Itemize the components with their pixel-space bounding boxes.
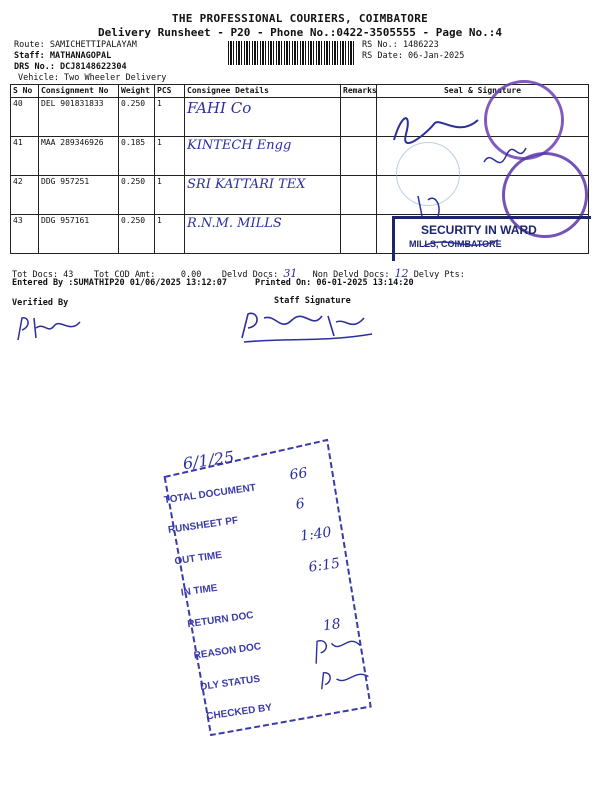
col-sno: S No <box>11 85 39 98</box>
row-pcs: 1 <box>155 215 185 254</box>
entered-by: Entered By :SUMATHIP20 01/06/2025 13:12:07 <box>12 278 227 288</box>
row-pcs: 1 <box>155 98 185 137</box>
col-consignment-no: Consignment No <box>39 85 119 98</box>
row-remarks <box>341 98 377 137</box>
col-seal-signature: Seal & Signature <box>377 85 589 98</box>
barcode <box>228 41 356 65</box>
row-weight: 0.185 <box>119 137 155 176</box>
rs-number: RS No.: 1486223 <box>362 40 439 50</box>
delvd-docs-label: Delvd Docs: <box>221 270 279 280</box>
row-pcs: 1 <box>155 137 185 176</box>
row-weight: 0.250 <box>119 215 155 254</box>
verified-by-label: Verified By <box>12 298 69 308</box>
row-weight: 0.250 <box>119 176 155 215</box>
row-pcs: 1 <box>155 176 185 215</box>
row-consignee: SRI KATTARI TEX <box>185 176 341 215</box>
sheet-subtitle: Delivery Runsheet - P20 - Phone No.:0422-3505555 - Page No.:4 <box>98 26 502 39</box>
non-delvd-value: 12 <box>394 267 409 280</box>
row-remarks <box>341 215 377 254</box>
runsheet-stamp <box>150 418 380 742</box>
sheet-title: THE PROFESSIONAL COURIERS, COIMBATORE <box>171 12 429 25</box>
col-weight: Weight <box>119 85 155 98</box>
verified-signature <box>14 312 94 346</box>
staff-name: MATHANAGOPAL <box>49 51 112 61</box>
row-consignee: KINTECH Engg <box>185 137 341 176</box>
rs-date: RS Date: 06-Jan-2025 <box>362 51 465 61</box>
tot-cod-label: Tot COD Amt: <box>93 270 156 280</box>
row-remarks <box>341 176 377 215</box>
stamp-value-reason: 18 <box>321 615 342 635</box>
non-delvd-label: Non Delvd Docs: <box>312 270 390 280</box>
staff-signature-label: Staff Signature <box>274 296 351 306</box>
security-stamp-mills: MILLS, COIMBATORE <box>409 239 502 249</box>
col-consignee: Consignee Details <box>185 85 341 98</box>
stamp-signature <box>308 626 377 704</box>
tot-cod-value: 0.00 <box>180 270 202 280</box>
staff-label: Staff: <box>14 51 45 61</box>
row-remarks <box>341 137 377 176</box>
row-consignment: DDG 957251 <box>39 176 119 215</box>
row-consignment: DDG 957161 <box>39 215 119 254</box>
delvd-docs-value: 31 <box>283 267 298 280</box>
stamp-in-time: IN TIME <box>180 582 219 599</box>
stamp-value-runsheet: 6 <box>294 495 306 513</box>
row-sno: 41 <box>11 137 39 176</box>
drs-number: DRS No.: DCJ8148622304 <box>14 62 127 72</box>
stamp-return-doc: RETURN DOC <box>186 609 255 631</box>
row-consignment: DEL 901831833 <box>39 98 119 137</box>
col-remarks: Remarks <box>341 85 377 98</box>
stamp-out-time: OUT TIME <box>173 549 223 568</box>
col-pcs: PCS <box>155 85 185 98</box>
stamp-value-out-time: 1:40 <box>299 524 333 545</box>
row-consignee: FAHI Co <box>185 98 341 137</box>
security-stamp-text: SECURITY IN WARD <box>421 223 537 237</box>
row-consignee: R.N.M. MILLS <box>185 215 341 254</box>
staff-signature <box>236 308 386 348</box>
delvy-pts-label: Delvy Pts: <box>413 270 465 280</box>
tot-docs: Tot Docs: 43 <box>12 270 74 280</box>
row-sno: 40 <box>11 98 39 137</box>
row-sno: 43 <box>11 215 39 254</box>
stamp-date: 6/1/25 <box>181 447 236 474</box>
vehicle-info: Vehicle: Two Wheeler Delivery <box>18 73 167 83</box>
route-info: Route: SAMICHETTIPALAYAM <box>14 40 137 50</box>
staff-info <box>14 51 111 62</box>
stamp-total-documents: TOTAL DOCUMENT <box>163 482 257 507</box>
stamp-reason-doc: REASON DOC <box>193 641 262 662</box>
stamp-runsheet: RUNSHEET PF <box>167 515 239 536</box>
printed-on: Printed On: 06-01-2025 13:14:20 <box>255 278 414 288</box>
row-weight: 0.250 <box>119 98 155 137</box>
stamp-dly-status: DLY STATUS <box>199 673 261 693</box>
row-consignment: MAA 289346926 <box>39 137 119 176</box>
stamp-value-in-time: 6:15 <box>307 555 341 576</box>
stamp-checked-by: CHECKED BY <box>205 702 273 723</box>
row-sno: 42 <box>11 176 39 215</box>
stamp-value-total: 66 <box>288 465 309 484</box>
signature-scribbles <box>388 104 588 264</box>
